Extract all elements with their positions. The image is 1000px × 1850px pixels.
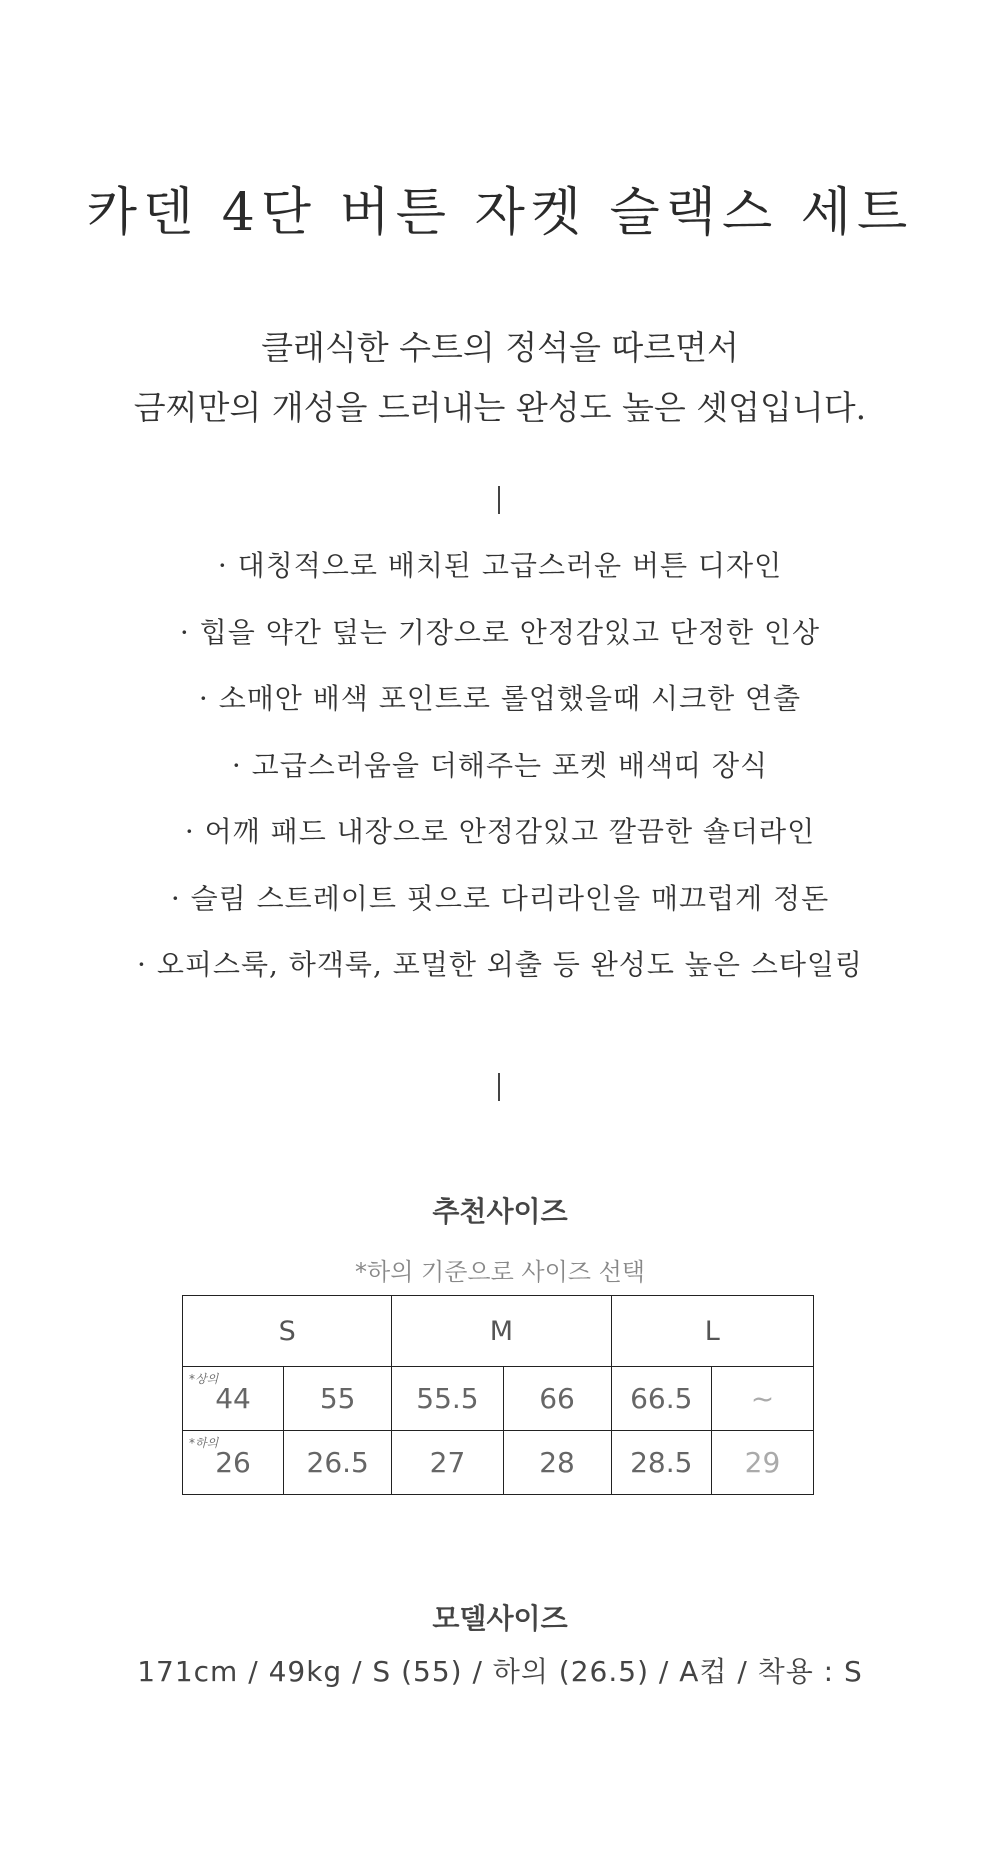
- size-cell: 66: [503, 1367, 611, 1431]
- size-row-bottom: [183, 1431, 814, 1495]
- feature-item: · 고급스러움을 더해주는 포켓 배색띠 장식: [231, 748, 769, 782]
- size-header-m: M: [392, 1296, 611, 1367]
- size-cell: [183, 1367, 284, 1431]
- size-cell: 66.5: [611, 1367, 711, 1431]
- size-cell: 55: [284, 1367, 392, 1431]
- intro-line: 클래식한 수트의 정석을 따르면서: [261, 328, 739, 367]
- feature-item: · 어깨 패드 내장으로 안정감있고 깔끔한 숄더라인: [184, 815, 816, 848]
- size-cell: [183, 1431, 284, 1495]
- size-table: [182, 1295, 814, 1495]
- divider-line: [498, 486, 500, 514]
- model-size-info: 171cm / 49kg / S (55) / 하의 (26.5) / A컵 / 착용 : S: [137, 1655, 863, 1688]
- size-section-title: 추천사이즈: [432, 1195, 568, 1228]
- size-note: *하의 기준으로 사이즈 선택: [355, 1258, 645, 1286]
- size-row-top: [183, 1367, 814, 1431]
- feature-item: · 소매안 배색 포인트로 롤업했을때 시크한 연출: [198, 682, 802, 715]
- size-value: 26: [215, 1446, 251, 1479]
- size-header-s: S: [183, 1296, 392, 1367]
- size-cell: 28.5: [611, 1431, 711, 1495]
- divider-line: [498, 1073, 500, 1101]
- size-header-l: L: [611, 1296, 813, 1367]
- intro-text: [0, 318, 1000, 438]
- size-header-row: [183, 1296, 814, 1367]
- product-title: 카덴 4단 버튼 자켓 슬랙스 세트: [86, 183, 914, 243]
- feature-item: · 슬림 스트레이트 핏으로 다리라인을 매끄럽게 정돈: [170, 881, 830, 915]
- feature-item: · 대칭적으로 배치된 고급스러운 버튼 디자인: [217, 549, 783, 582]
- size-cell: 28: [503, 1431, 611, 1495]
- size-row-tag: *하의: [189, 1436, 219, 1450]
- intro-line: 금찌만의 개성을 드러내는 완성도 높은 셋업입니다.: [133, 388, 867, 427]
- feature-item: · 힙을 약간 덮는 기장으로 안정감있고 단정한 인상: [179, 615, 821, 649]
- size-value: 44: [215, 1382, 251, 1415]
- size-cell: 27: [392, 1431, 503, 1495]
- feature-item: · 오피스룩, 하객룩, 포멀한 외출 등 완성도 높은 스타일링: [137, 948, 863, 981]
- size-cell: 26.5: [284, 1431, 392, 1495]
- feature-list: [0, 540, 1000, 1006]
- size-row-tag: *상의: [189, 1372, 219, 1386]
- model-section-title: 모델사이즈: [432, 1602, 568, 1635]
- size-cell: 55.5: [392, 1367, 503, 1431]
- size-cell: ~: [711, 1367, 813, 1431]
- size-cell: 29: [711, 1431, 813, 1495]
